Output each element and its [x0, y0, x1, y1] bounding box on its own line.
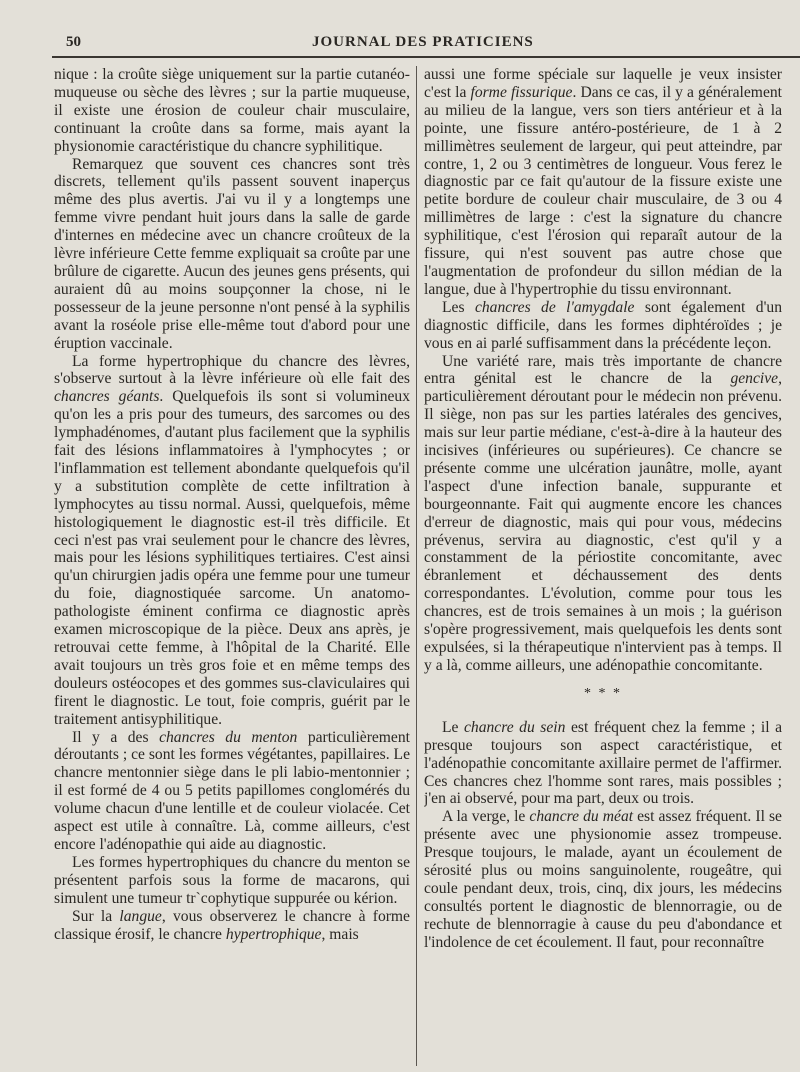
emphasis: forme fissurique [470, 83, 573, 101]
text-run: Le [442, 718, 459, 736]
text-run: aussi une forme spéciale sur laquelle je veux insister c'est la [424, 66, 782, 101]
paragraph [424, 353, 782, 675]
text-run: . Quelquefois ils sont si volumineux qu'on les a pris pour des tumeurs, des sarcomes ou des lymphadénomes, d'autant plus facilement que la syphilis fait des lésions inflammatoires à l'ymphocytes ; or l'inflammation est tellement abondante quelquefois qu'il y a substitution complète de cette infiltration à lymphocytes au tissu normal. Aussi, quelquefois, même histologiquement le diagnostic est-il très difficile. Et ceci n'est pas vrai seulement pour le chancre des lèvres, mais pour les lésions syphilitiques tertiaires. C'est ainsi qu'un chirurgien jadis opéra une femme pour une tumeur du foie, diagnostiquée sarcome. Un anatomo-pathologiste éminent confirma ce diagnostic après examen microscopique de la pièce. Deux ans après, je retrouvai cette femme, à l'hôpital de la Charité. Elle avait toujours un très gros foie et en même temps des douleurs ostéocopes et des gommes sus-claviculaires qui firent le diagnostic. Le tout, foie compris, guérit par le traitement antisyphilitique. [54, 388, 410, 728]
text-run: est assez fréquent. Il se présente avec une physionomie assez trompeuse. Presque toujours, le malade, ayant un écoulement de sérosité plus ou moins sanguinolente, rougeâtre, qui coule pendant deux, trois, cinq, dix jours, les médecins consultés portent le diagnostic de blennorragie, ou de rechute de blennorragie à cause du peu d'abondance et l'indolence de cet écoulement. Il faut, pour reconnaître [424, 808, 782, 951]
text-run: . Dans ce cas, il y a généralement au milieu de la langue, vers son tiers antérieur et à la pointe, une fissure antéro-postérieure, de 1 à 2 millimètres seulement de largeur, qui peut atteindre, par contre, 1, 2 ou 3 centimètres de longueur. Vous ferez le diagnostic par ce fait qu'autour de la fissure existe une petite bordure de couleur chair musculaire, de 3 ou 4 millimètres de large : c'est la signature du chancre syphilitique, c'est l'érosion qui reparaît autour de la fissure, qui n'est souvent pas autre chose que l'augmentation de profondeur du sillon médian de la langue, due à l'hypertrophie du tissu environnant. [424, 83, 782, 298]
right-column [424, 66, 782, 1066]
emphasis: gencive [730, 370, 779, 388]
left-column [54, 66, 410, 1066]
text-run: La forme hypertrophique du chancre des lèvres, s'observe surtout à la lèvre inférieure où elle fait des [54, 352, 410, 388]
emphasis: langue [119, 907, 162, 925]
emphasis: chancres géants [54, 388, 160, 406]
emphasis: chancres du menton [159, 728, 298, 746]
text-run: Une variété rare, mais très importante de chancre entra génital est le chancre de la [424, 352, 782, 388]
page-header [52, 28, 800, 54]
text-run: , particulièrement déroutant pour le médecin non prévenu. Il siège, non pas sur les parties latérales des gencives, mais sur leur partie médiane, c'est-à-dire à la hauteur des incisives (inférieures ou supérieures). Ce chancre se présente comme une ulcération jaunâtre, molle, ayant l'aspect d'une infection banale, suppurante et bourgeonnante. Fait qui augmente encore les chances d'erreur de diagnostic, mais qui pour vous, médecins prévenus, servira au diagnostic, c'est qu'il y a constamment de la périostite concomitante, avec ébranlement et déchaussement des dents correspondantes. L'évolution, comme pour tous les chancres, est de trois semaines à un mois ; la guérison s'opère progressivement, mais quelquefois les dents sont expulsées, si la thérapeutique n'intervient pas à temps. Il y a là, comme ailleurs, une adénopathie concomitante. [424, 370, 782, 674]
text-run: Il y a des [72, 728, 149, 746]
text-run: , mais [321, 925, 359, 943]
page-number: 50 [66, 34, 81, 50]
text-run: , vous observerez le chancre à forme classique érosif, le chancre [54, 907, 410, 943]
paragraph [424, 719, 782, 809]
paragraph [424, 299, 782, 353]
text-run: Sur la [72, 907, 113, 925]
paragraph [54, 353, 410, 729]
column-divider [416, 66, 417, 1066]
journal-title: JOURNAL DES PRATICIENS [312, 34, 534, 50]
paragraph: Les formes hypertrophiques du chancre du menton se présentent parfois sous la forme de macarons, qui simulent une tumeur tr`cophytique suppurée ou kérion. [54, 853, 410, 907]
paragraph [54, 729, 410, 854]
paragraph [424, 808, 782, 951]
emphasis: hypertrophique [225, 925, 322, 943]
text-run: est fréquent chez la femme ; il a presque toujours son aspect caractéristique, et l'adénopathie concomitante axillaire permet de l'affirmer. Ces chancres chez l'homme sont rares, mais possibles ; j'en ai observé, pour ma part, deux ou trois. [424, 718, 782, 808]
emphasis: chancres de l'amygdale [474, 298, 635, 316]
paragraph [54, 908, 410, 944]
emphasis: chancre du méat [529, 808, 634, 826]
text-run: sont également d'un diagnostic difficile, dans les formes diphtéroïdes ; je vous en ai parlé suffisamment dans la précédente leçon. [424, 298, 782, 352]
header-rule [52, 56, 800, 58]
section-asterism: * * * [584, 685, 622, 701]
text-run: A la verge, le [442, 808, 526, 826]
text-run: particulièrement déroutants ; ce sont les formes végétantes, papillaires. Le chancre mentonnier siège dans le pli labio-mentonnier ; il est formé de 4 ou 5 petits papillomes conglomérés du volume chacun d'une lentille et de couleur violacée. Cet aspect est utile à connaître. Là, comme ailleurs, c'est encore l'adénopathie qui aide au diagnostic. [54, 728, 410, 853]
paragraph: nique : la croûte siège uniquement sur la partie cutanéo-muqueuse ou sèche des lèvres ; sur la partie muqueuse, il existe une érosion de couleur chair musculaire, continuant la croûte dans sa forme, mais ayant la physionomie caractéristique du chancre syphilitique. [54, 66, 410, 155]
text-run: Les [442, 298, 465, 316]
paragraph: Remarquez que souvent ces chancres sont très discrets, tellement qu'ils passent souvent inaperçus même des plus avertis. J'ai vu il y a longtemps une femme vivre pendant huit jours dans la salle de garde d'internes en médecine avec un chancre croûteux de la lèvre inférieure Cette femme expliquait sa croûte par une brûlure de cigarette. Aucun des jeunes gens présents, qui auraient dû au moins soupçonner la chose, ni le possesseur de la jeune personne n'ont pensé à la syphilis avant la roséole prise elle-même tout d'abord pour une éruption vaccinale. [54, 155, 410, 352]
emphasis: chancre du sein [464, 718, 566, 736]
paragraph [424, 66, 782, 299]
